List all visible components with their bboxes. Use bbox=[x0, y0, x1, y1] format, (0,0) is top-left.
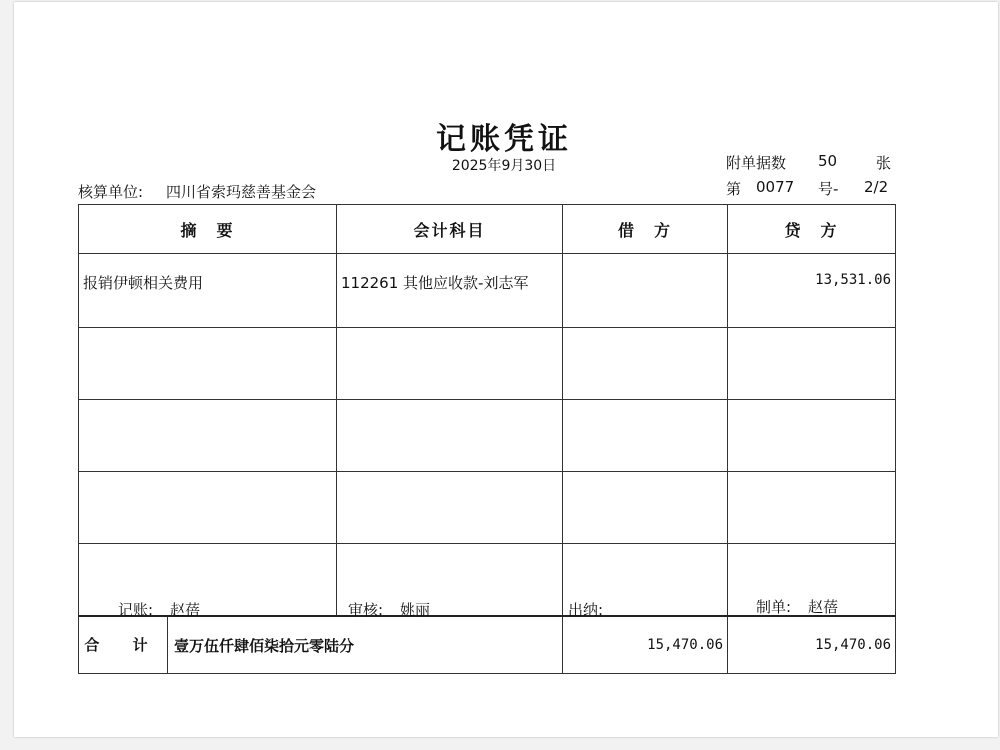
preparer-name: 赵蓓 bbox=[808, 598, 839, 616]
voucher-no-suffix: 号- bbox=[818, 180, 839, 198]
attachments-unit: 张 bbox=[876, 154, 892, 172]
total-label: 合 计 bbox=[79, 617, 168, 673]
voucher-paper bbox=[14, 2, 998, 737]
total-row bbox=[79, 616, 896, 674]
bookkeeper-name: 赵蓓 bbox=[170, 601, 201, 619]
col-credit-header: 贷 方 bbox=[728, 205, 896, 254]
row-account bbox=[337, 328, 563, 400]
row-summary bbox=[79, 472, 337, 544]
attachments-count: 50 bbox=[818, 152, 838, 170]
total-debit: 15,470.06 bbox=[563, 616, 728, 674]
voucher-title: 记账凭证 bbox=[436, 122, 572, 157]
row-credit bbox=[728, 472, 896, 544]
col-debit-header: 借 方 bbox=[563, 205, 728, 254]
table-row bbox=[79, 472, 896, 544]
auditor-label: 审核: bbox=[348, 601, 384, 619]
row-credit bbox=[728, 400, 896, 472]
row-credit: 13,531.06 bbox=[728, 254, 896, 328]
row-debit bbox=[563, 472, 728, 544]
row-account bbox=[337, 400, 563, 472]
table-row bbox=[79, 400, 896, 472]
unit-label: 核算单位: bbox=[78, 183, 144, 201]
voucher-number: 0077 bbox=[756, 178, 795, 196]
row-credit bbox=[728, 328, 896, 400]
row-debit bbox=[563, 328, 728, 400]
row-debit bbox=[563, 254, 728, 328]
total-credit: 15,470.06 bbox=[728, 616, 896, 674]
voucher-no-prefix: 第 bbox=[726, 180, 742, 198]
voucher-date: 2025年9月30日 bbox=[451, 158, 557, 174]
table-header-row bbox=[79, 205, 896, 254]
attachments-label: 附单据数 bbox=[726, 154, 787, 172]
row-summary bbox=[79, 400, 337, 472]
row-account bbox=[337, 472, 563, 544]
table-row bbox=[79, 254, 896, 328]
row-account: 112261 其他应收款-刘志军 bbox=[337, 254, 563, 328]
table-row bbox=[79, 328, 896, 400]
row-summary bbox=[79, 328, 337, 400]
col-account-header: 会计科目 bbox=[337, 205, 563, 254]
row-debit bbox=[563, 400, 728, 472]
auditor-name: 姚丽 bbox=[400, 601, 431, 619]
cashier-label: 出纳: bbox=[568, 601, 604, 619]
unit-name: 四川省索玛慈善基金会 bbox=[166, 183, 317, 201]
total-amount-words: 壹万伍仟肆佰柒拾元零陆分 bbox=[174, 636, 355, 655]
total-cell bbox=[79, 616, 563, 674]
row-summary: 报销伊顿相关费用 bbox=[79, 254, 337, 328]
preparer-label: 制单: bbox=[756, 598, 792, 616]
bookkeeper-label: 记账: bbox=[118, 601, 154, 619]
col-summary-header: 摘 要 bbox=[79, 205, 337, 254]
voucher-page: 2/2 bbox=[864, 178, 889, 196]
